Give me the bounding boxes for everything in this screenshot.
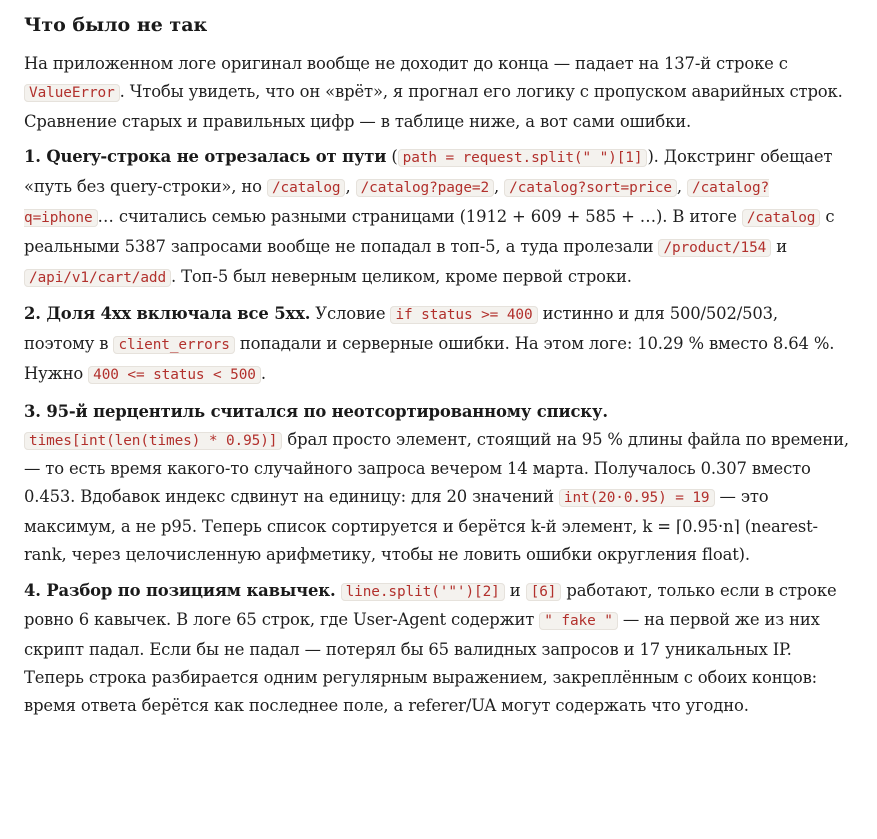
text: и [504,580,526,600]
item-title: 3. 95-й перцентиль считался по неотсортированному списку. [24,401,608,421]
text: с реальными 5387 запросами вообще не попадал в топ-5, а туда пролезали [24,206,835,256]
code-span: " fake " [539,612,618,630]
error-item-4 [24,577,853,720]
code-span: /product/154 [658,239,771,257]
text: , [494,177,505,197]
text: ). Докстринг обещает «путь без query-строки», но [24,147,833,197]
error-item-1 [24,143,853,292]
code-span: /api/v1/cart/add [24,269,171,287]
code-span: if status >= 400 [390,306,537,324]
error-item-2 [24,300,853,389]
code-span: /catalog?sort=price [504,179,677,197]
text: Условие [310,304,391,324]
text: истинно и для 500/502/503, поэтому в [24,304,778,354]
item-title: 4. Разбор по позициям кавычек. [24,580,336,600]
section-heading: Что было не так [24,14,208,36]
code-span: /catalog?page=2 [356,179,494,197]
text: . Топ-5 был неверным целиком, кроме первой строки. [171,266,632,286]
code-span: path = request.split(" ")[1] [398,149,648,167]
text: На приложенном логе оригинал вообще не доходит до конца — падает на 137-й строке с [24,54,788,73]
text [336,581,341,600]
code-span: /catalog?q=iphone [24,180,770,226]
text: , [676,177,688,197]
text: — это максимум, а не p95. Теперь список сортируется и берётся k-й элемент, k = ⌈0.95·n⌉ (nearest-rank, через целочисленную арифметику, чтобы не ловить ошибки округления float). [24,487,818,564]
code-span: 400 <= status < 500 [88,366,261,384]
text: ( [386,147,398,167]
code-span: line.split('"')[2] [341,583,505,601]
text: брал просто элемент, стоящий на 95 % длины файла по времени, — то есть время какого-то случайного запроса вечером 14 марта. Получалось 0.307 вместо 0.453. Вдобавок индекс сдвинут на единицу: для 20 значений [24,429,849,507]
text: … считались семью разными страницами (1912 + 609 + 585 + …). В итоге [97,206,742,226]
code-span: client_errors [113,336,234,354]
text: . [260,363,266,383]
item-title: 2. Доля 4xx включала все 5xx. [24,304,311,324]
text: попадали и серверные ошибки. На этом логе: 10.29 % вместо 8.64 %. Нужно [24,334,835,383]
text: работают, только если в строке ровно 6 кавычек. В логе 65 строк, где User-Agent содержит [24,580,837,630]
code-span: [6] [526,583,562,601]
code-span: times[int(len(times) * 0.95)] [24,432,282,450]
text: , [345,177,356,197]
text: и [771,236,788,256]
intro-paragraph [24,50,853,135]
code-span: /catalog [742,209,821,227]
error-item-3 [24,398,853,569]
code-span: /catalog [267,179,346,197]
text: . Чтобы увидеть, что он «врёт», я прогнал его логику с пропуском аварийных строк. Сравнение старых и правильных цифр — в таблице ниже, а вот сами ошибки. [24,81,843,131]
item-title: 1. Query-строка не отрезалась от пути [24,147,387,167]
code-span: ValueError [24,84,120,102]
code-span: int(20·0.95) = 19 [559,489,715,507]
text: — на первой же из них скрипт падал. Если бы не падал — потерял бы 65 валидных запросов и 17 уникальных IP. Теперь строка разбирается одним регулярным выражением, закреплённым с обоих концов: время ответа берётся как последнее поле, а referer/UA могут содержать что угодно. [24,610,820,715]
